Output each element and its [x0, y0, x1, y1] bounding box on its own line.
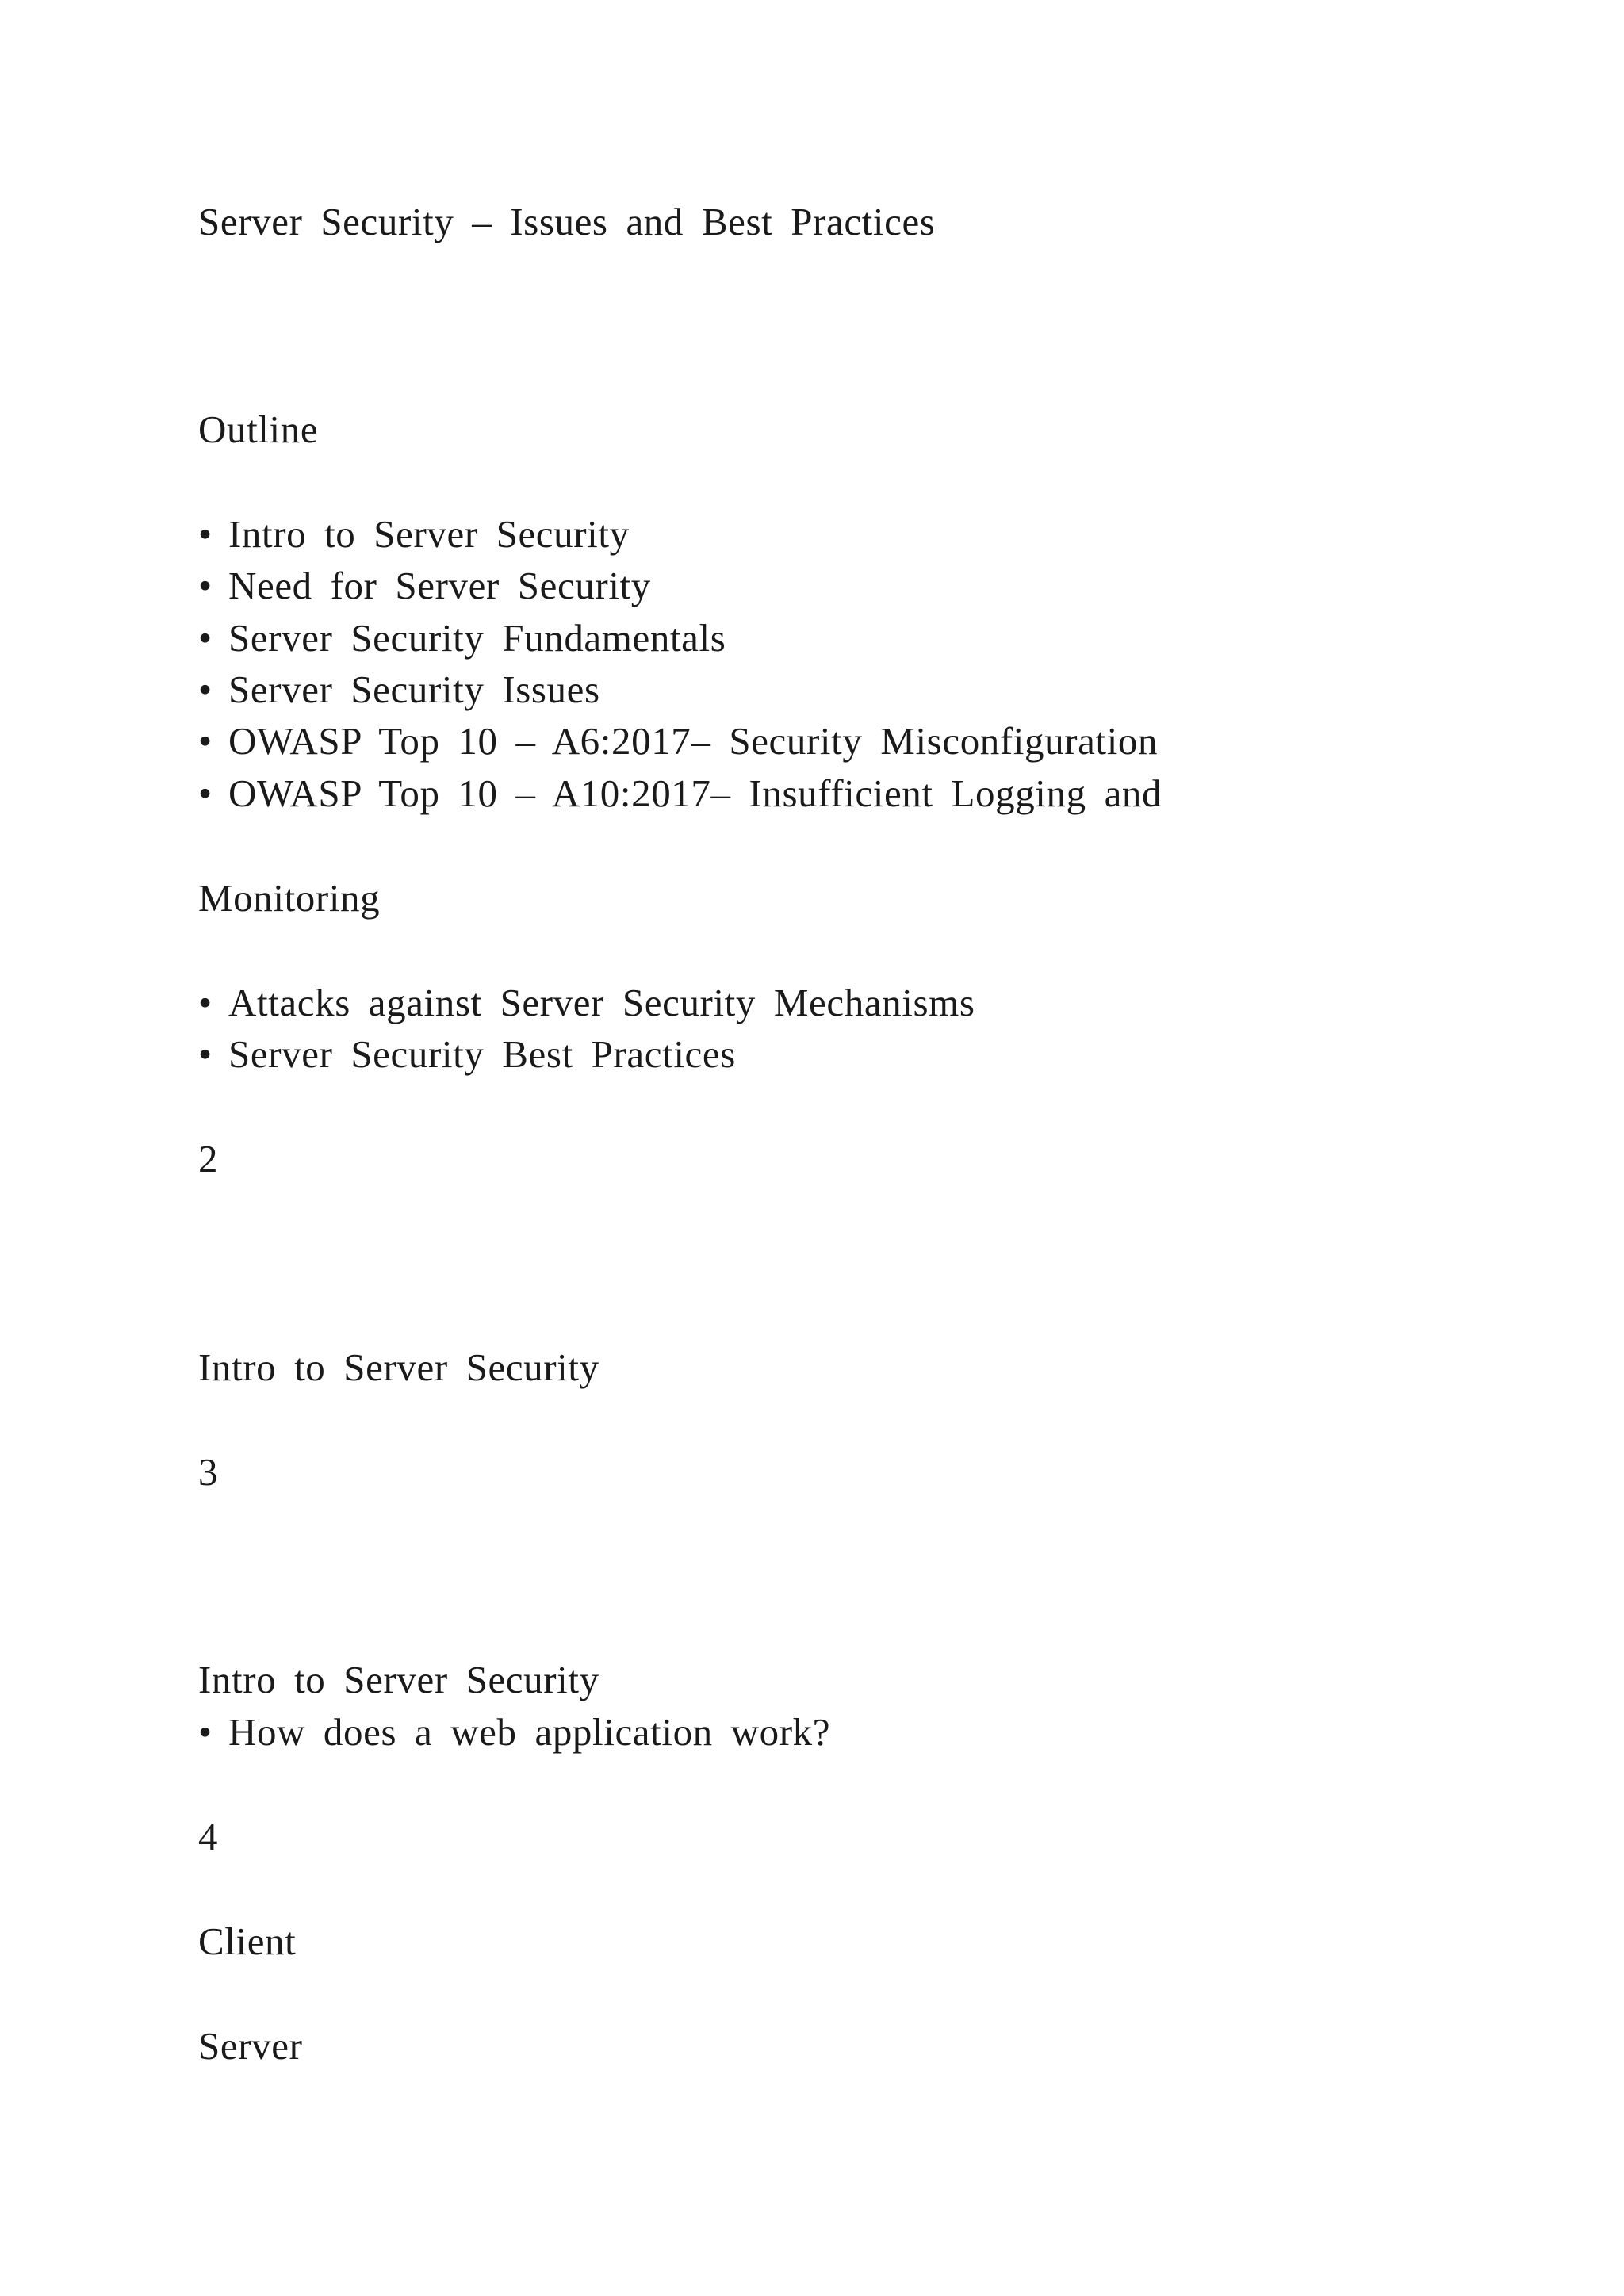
bullet-icon: •	[198, 564, 213, 607]
bullet-icon: •	[198, 1710, 213, 1754]
outline-item	[198, 716, 1158, 767]
bullet-icon: •	[198, 981, 213, 1024]
outline-item-label: Intro to Server Security	[228, 512, 630, 556]
page-number: 3	[198, 1450, 219, 1494]
outline-item	[198, 768, 1162, 819]
outline-item	[198, 664, 600, 715]
bullet-icon: •	[198, 771, 213, 815]
outline-continuation: Monitoring	[198, 876, 381, 920]
document-title: Server Security – Issues and Best Practices	[198, 200, 936, 243]
outline-item	[198, 978, 975, 1028]
outline-item	[198, 561, 651, 611]
section-bullet	[198, 1707, 830, 1758]
outline-item-label: Need for Server Security	[228, 564, 651, 607]
outline-item	[198, 1029, 736, 1080]
section-bullet-label: How does a web application work?	[228, 1710, 831, 1754]
page-number: 4	[198, 1815, 219, 1858]
section-heading: Intro to Server Security	[198, 1658, 599, 1701]
page-number: 2	[198, 1137, 219, 1181]
bullet-icon: •	[198, 616, 213, 660]
section-heading: Intro to Server Security	[198, 1345, 599, 1389]
bullet-icon: •	[198, 512, 213, 556]
client-label: Client	[198, 1919, 297, 1963]
outline-item-label: Attacks against Server Security Mechanisms	[228, 981, 975, 1024]
outline-item	[198, 613, 726, 664]
outline-heading: Outline	[198, 408, 319, 451]
outline-item	[198, 509, 630, 560]
outline-item-label: Server Security Fundamentals	[228, 616, 726, 660]
outline-item-label: OWASP Top 10 – A6:2017– Security Misconfiguration	[228, 719, 1159, 763]
outline-item-label: Server Security Issues	[228, 668, 600, 711]
outline-item-label: OWASP Top 10 – A10:2017– Insufficient Logging and	[228, 771, 1162, 815]
bullet-icon: •	[198, 1032, 213, 1076]
bullet-icon: •	[198, 668, 213, 711]
server-label: Server	[198, 2024, 303, 2068]
bullet-icon: •	[198, 719, 213, 763]
outline-item-label: Server Security Best Practices	[228, 1032, 736, 1076]
